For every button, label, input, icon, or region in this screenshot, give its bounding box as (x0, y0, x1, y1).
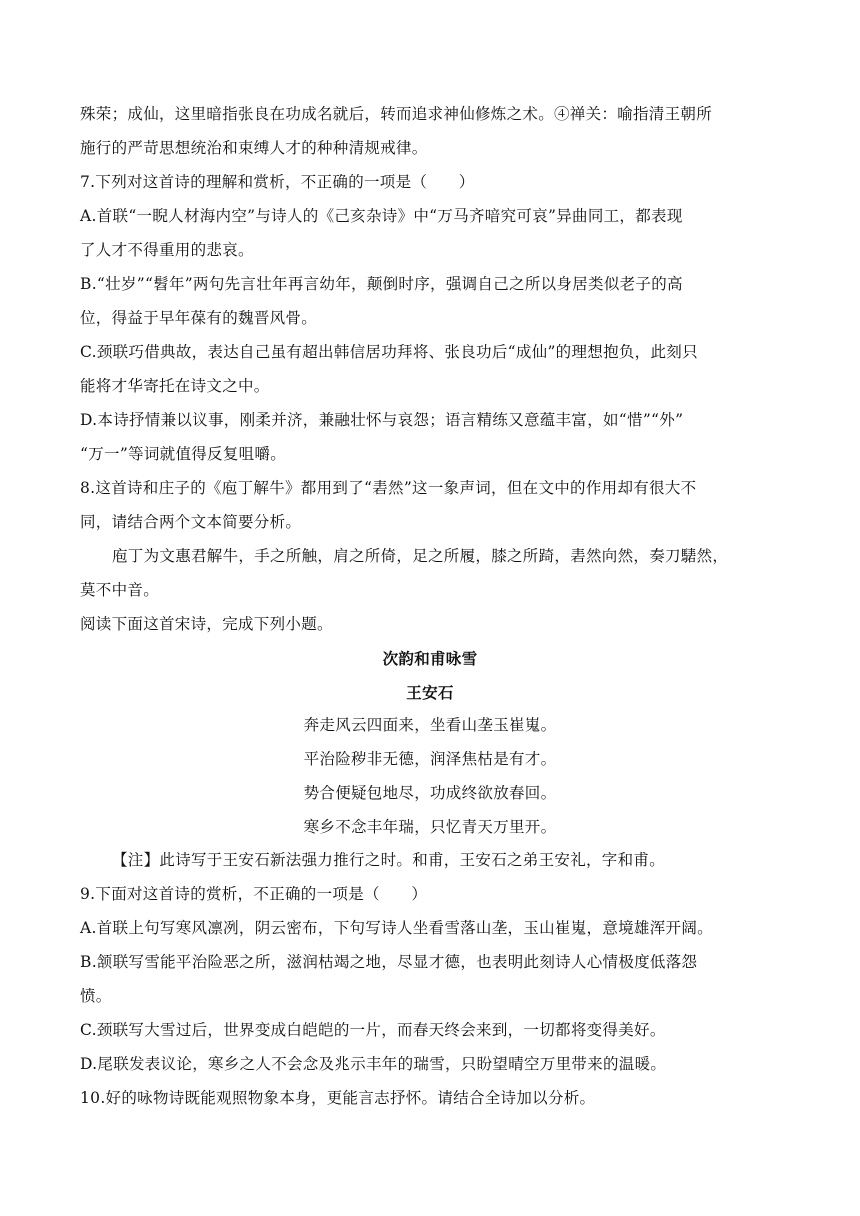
q9-option-b-line-2: 愤。 (80, 987, 112, 1005)
note-line-1: 殊荣；成仙，这里暗指张良在功成名就后，转而追求神仙修炼之术。④禅关：喻指清王朝所 (80, 105, 713, 123)
poem-author: 王安石 (406, 683, 454, 702)
q7-option-c-line-1: C.颈联巧借典故，表达自己虽有超出韩信居功拜将、张良功后“成仙”的理想抱负，此刻只 (80, 343, 698, 361)
zhuangzi-quote-line-1: 庖丁为文惠君解牛，手之所触，肩之所倚，足之所履，膝之所踦，砉然向然，奏刀騞然， (112, 547, 729, 565)
question-7: 7.下列对这首诗的理解和赏析，不正确的一项是（ ） (80, 173, 475, 191)
q7-option-c-line-2: 能将才华寄托在诗文之中。 (80, 377, 270, 395)
q7-option-d-line-2: “万一”等词就值得反复咀嚼。 (80, 445, 287, 463)
poem-note: 【注】此诗写于王安石新法强力推行之时。和甫，王安石之弟王安礼，字和甫。 (112, 851, 666, 869)
q7-option-a-line-1: A.首联“一睨人材海内空”与诗人的《己亥杂诗》中“万马齐喑究可哀”异曲同工，都表现 (80, 207, 683, 225)
zhuangzi-quote-line-2: 莫不中音。 (80, 581, 160, 599)
q7-option-b-line-2: 位，得益于早年葆有的魏晋风骨。 (80, 309, 318, 327)
q9-option-a: A.首联上句写寒风凛冽，阴云密布，下句写诗人坐看雪落山垄，玉山崔嵬，意境雄浑开阔。 (80, 919, 713, 937)
question-9: 9.下面对这首诗的赏析，不正确的一项是（ ） (80, 885, 428, 903)
poem-line-4: 寒乡不念丰年瑞，只忆青天万里开。 (303, 818, 557, 836)
poem-line-1: 奔走风云四面来，坐看山垄玉崔嵬。 (303, 716, 557, 734)
question-10: 10.好的咏物诗既能观照物象本身，更能言志抒怀。请结合全诗加以分析。 (80, 1089, 596, 1107)
q9-option-c: C.颈联写大雪过后，世界变成白皑皑的一片，而春天终会来到，一切都将变得美好。 (80, 1021, 666, 1039)
poem-line-2: 平治险秽非无德，润泽焦枯是有才。 (303, 750, 557, 768)
question-8-line-1: 8.这首诗和庄子的《庖丁解牛》都用到了“砉然”这一象声词，但在文中的作用却有很大不 (80, 479, 697, 497)
note-line-2: 施行的严苛思想统治和束缚人才的种种清规戒律。 (80, 139, 428, 157)
poem-title: 次韵和甫咏雪 (382, 649, 478, 668)
q7-option-d-line-1: D.本诗抒情兼以议事，刚柔并济，兼融壮怀与哀怨；语言精练又意蕴丰富，如“惜”“外” (80, 411, 684, 429)
question-8-line-2: 同，请结合两个文本简要分析。 (80, 513, 302, 531)
q9-option-d: D.尾联发表议论，寒乡之人不会念及兆示丰年的瑞雪，只盼望晴空万里带来的温暖。 (80, 1055, 667, 1073)
q7-option-b-line-1: B.“壮岁”“髫年”两句先言壮年再言幼年，颠倒时序，强调自己之所以身居类似老子的高 (80, 275, 683, 293)
q7-option-a-line-2: 了人才不得重用的悲哀。 (80, 241, 254, 259)
reading-instruction: 阅读下面这首宋诗，完成下列小题。 (80, 615, 333, 633)
q9-option-b-line-1: B.颔联写雪能平治险恶之所，滋润枯竭之地，尽显才德，也表明此刻诗人心情极度低落怨 (80, 953, 698, 971)
poem-line-3: 势合便疑包地尽，功成终欲放春回。 (303, 784, 557, 802)
